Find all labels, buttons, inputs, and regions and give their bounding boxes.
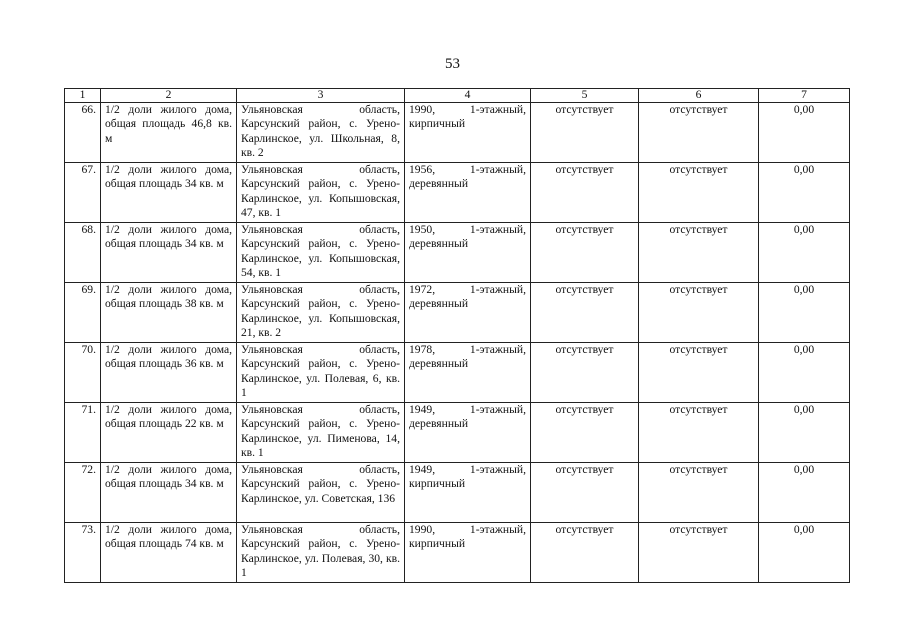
table-row	[65, 523, 850, 583]
column-6-value: отсутствует	[639, 163, 759, 223]
column-7-value: 0,00	[759, 343, 850, 403]
column-5-value: отсутствует	[531, 343, 639, 403]
object-address: Ульяновская область, Карсунский район, с. Урено-Карлинское, ул. Полевая, 30, кв. 1	[237, 523, 405, 583]
row-number: 73.	[65, 523, 101, 583]
property-table	[64, 88, 850, 583]
row-number: 68.	[65, 223, 101, 283]
table-row	[65, 163, 850, 223]
column-7-value: 0,00	[759, 463, 850, 523]
column-6-value: отсутствует	[639, 523, 759, 583]
object-characteristics: 1990, 1-этажный, кирпичный	[405, 103, 531, 163]
object-address: Ульяновская область, Карсунский район, с. Урено-Карлинское, ул. Копышовская, 54, кв. 1	[237, 223, 405, 283]
object-characteristics: 1990, 1-этажный, кирпичный	[405, 523, 531, 583]
column-6-value: отсутствует	[639, 403, 759, 463]
table-row	[65, 223, 850, 283]
row-number: 71.	[65, 403, 101, 463]
object-characteristics: 1949, 1-этажный, деревянный	[405, 403, 531, 463]
column-header-6: 6	[639, 89, 759, 103]
row-number: 66.	[65, 103, 101, 163]
column-header-7: 7	[759, 89, 850, 103]
column-7-value: 0,00	[759, 223, 850, 283]
table-row	[65, 343, 850, 403]
column-6-value: отсутствует	[639, 103, 759, 163]
column-5-value: отсутствует	[531, 283, 639, 343]
object-description: 1/2 доли жилого дома, общая площадь 36 кв. м	[101, 343, 237, 403]
object-characteristics: 1950, 1-этажный, деревянный	[405, 223, 531, 283]
object-characteristics: 1972, 1-этажный, деревянный	[405, 283, 531, 343]
row-number: 70.	[65, 343, 101, 403]
column-5-value: отсутствует	[531, 403, 639, 463]
object-address: Ульяновская область, Карсунский район, с. Урено-Карлинское, ул. Школьная, 8, кв. 2	[237, 103, 405, 163]
column-header-5: 5	[531, 89, 639, 103]
column-6-value: отсутствует	[639, 343, 759, 403]
column-7-value: 0,00	[759, 163, 850, 223]
object-description: 1/2 доли жилого дома, общая площадь 46,8 кв. м	[101, 103, 237, 163]
object-characteristics: 1949, 1-этажный, кирпичный	[405, 463, 531, 523]
column-header-1: 1	[65, 89, 101, 103]
column-header-3: 3	[237, 89, 405, 103]
column-5-value: отсутствует	[531, 523, 639, 583]
object-address: Ульяновская область, Карсунский район, с. Урено-Карлинское, ул. Копышовская, 47, кв. 1	[237, 163, 405, 223]
table-header-row	[65, 89, 850, 103]
object-address: Ульяновская область, Карсунский район, с. Урено-Карлинское, ул. Копышовская, 21, кв. 2	[237, 283, 405, 343]
column-6-value: отсутствует	[639, 223, 759, 283]
table-row	[65, 103, 850, 163]
object-address: Ульяновская область, Карсунский район, с. Урено-Карлинское, ул. Полевая, 6, кв. 1	[237, 343, 405, 403]
row-number: 72.	[65, 463, 101, 523]
column-5-value: отсутствует	[531, 103, 639, 163]
column-7-value: 0,00	[759, 403, 850, 463]
column-5-value: отсутствует	[531, 463, 639, 523]
column-7-value: 0,00	[759, 103, 850, 163]
object-address: Ульяновская область, Карсунский район, с. Урено-Карлинское, ул. Советская, 136	[237, 463, 405, 523]
column-7-value: 0,00	[759, 283, 850, 343]
column-5-value: отсутствует	[531, 223, 639, 283]
column-header-2: 2	[101, 89, 237, 103]
object-description: 1/2 доли жилого дома, общая площадь 22 кв. м	[101, 403, 237, 463]
row-number: 69.	[65, 283, 101, 343]
object-description: 1/2 доли жилого дома, общая площадь 38 кв. м	[101, 283, 237, 343]
object-characteristics: 1956, 1-этажный, деревянный	[405, 163, 531, 223]
object-description: 1/2 доли жилого дома, общая площадь 34 кв. м	[101, 163, 237, 223]
object-description: 1/2 доли жилого дома, общая площадь 34 кв. м	[101, 463, 237, 523]
object-characteristics: 1978, 1-этажный, деревянный	[405, 343, 531, 403]
object-address: Ульяновская область, Карсунский район, с. Урено-Карлинское, ул. Пименова, 14, кв. 1	[237, 403, 405, 463]
column-5-value: отсутствует	[531, 163, 639, 223]
table-row	[65, 403, 850, 463]
column-6-value: отсутствует	[639, 463, 759, 523]
column-6-value: отсутствует	[639, 283, 759, 343]
column-7-value: 0,00	[759, 523, 850, 583]
page-number: 53	[445, 56, 460, 72]
column-header-4: 4	[405, 89, 531, 103]
table-row	[65, 463, 850, 523]
object-description: 1/2 доли жилого дома, общая площадь 74 кв. м	[101, 523, 237, 583]
table-row	[65, 283, 850, 343]
row-number: 67.	[65, 163, 101, 223]
object-description: 1/2 доли жилого дома, общая площадь 34 кв. м	[101, 223, 237, 283]
